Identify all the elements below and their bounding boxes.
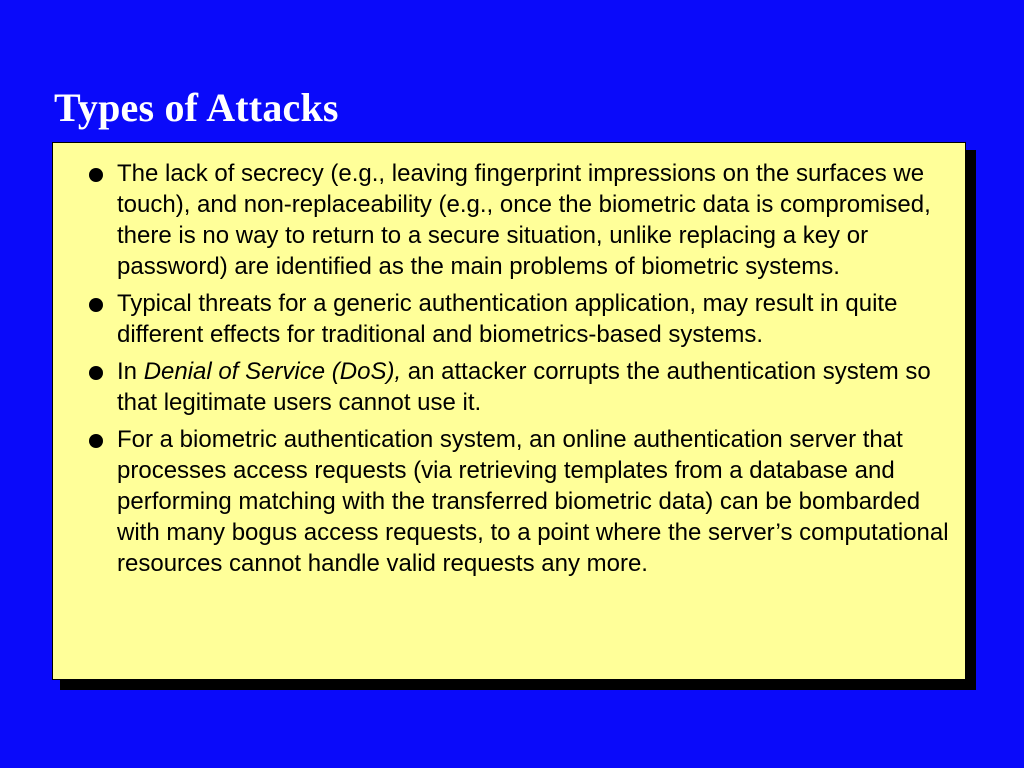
bullet-dot-icon (89, 168, 103, 182)
bullet-text: For a biometric authentication system, an online authentication server that processes access requests (via retrieving templates from a database and performing matching with the transferred biometric data) can be bombarded with many bogus access requests, to a point where the server’s computational resources cannot handle valid requests any more. (117, 426, 949, 577)
bullet-dot-icon (89, 366, 103, 380)
bullet-item-secrecy (89, 158, 951, 282)
bullet-item-online-server (89, 424, 951, 579)
bullet-prefix: In (117, 358, 144, 385)
bullet-suffix: an attacker corrupts the authentication system so that legitimate users cannot use it. (117, 358, 931, 416)
slide-title: Types of Attacks (54, 85, 339, 130)
bullet-list (89, 158, 951, 585)
bullet-item-typical-threats (89, 288, 951, 350)
bullet-text: Typical threats for a generic authentication application, may result in quite different effects for traditional and biometrics-based systems. (117, 290, 898, 348)
bullet-item-dos (89, 356, 951, 418)
bullet-text: The lack of secrecy (e.g., leaving fingerprint impressions on the surfaces we touch), and non-replaceability (e.g., once the biometric data is compromised, there is no way to return to a secure situation, unlike replacing a key or password) are identified as the main problems of biometric systems. (117, 160, 931, 280)
bullet-dot-icon (89, 434, 103, 448)
bullet-emphasis: Denial of Service (DoS), (143, 358, 402, 385)
bullet-dot-icon (89, 298, 103, 312)
content-panel (52, 142, 966, 680)
